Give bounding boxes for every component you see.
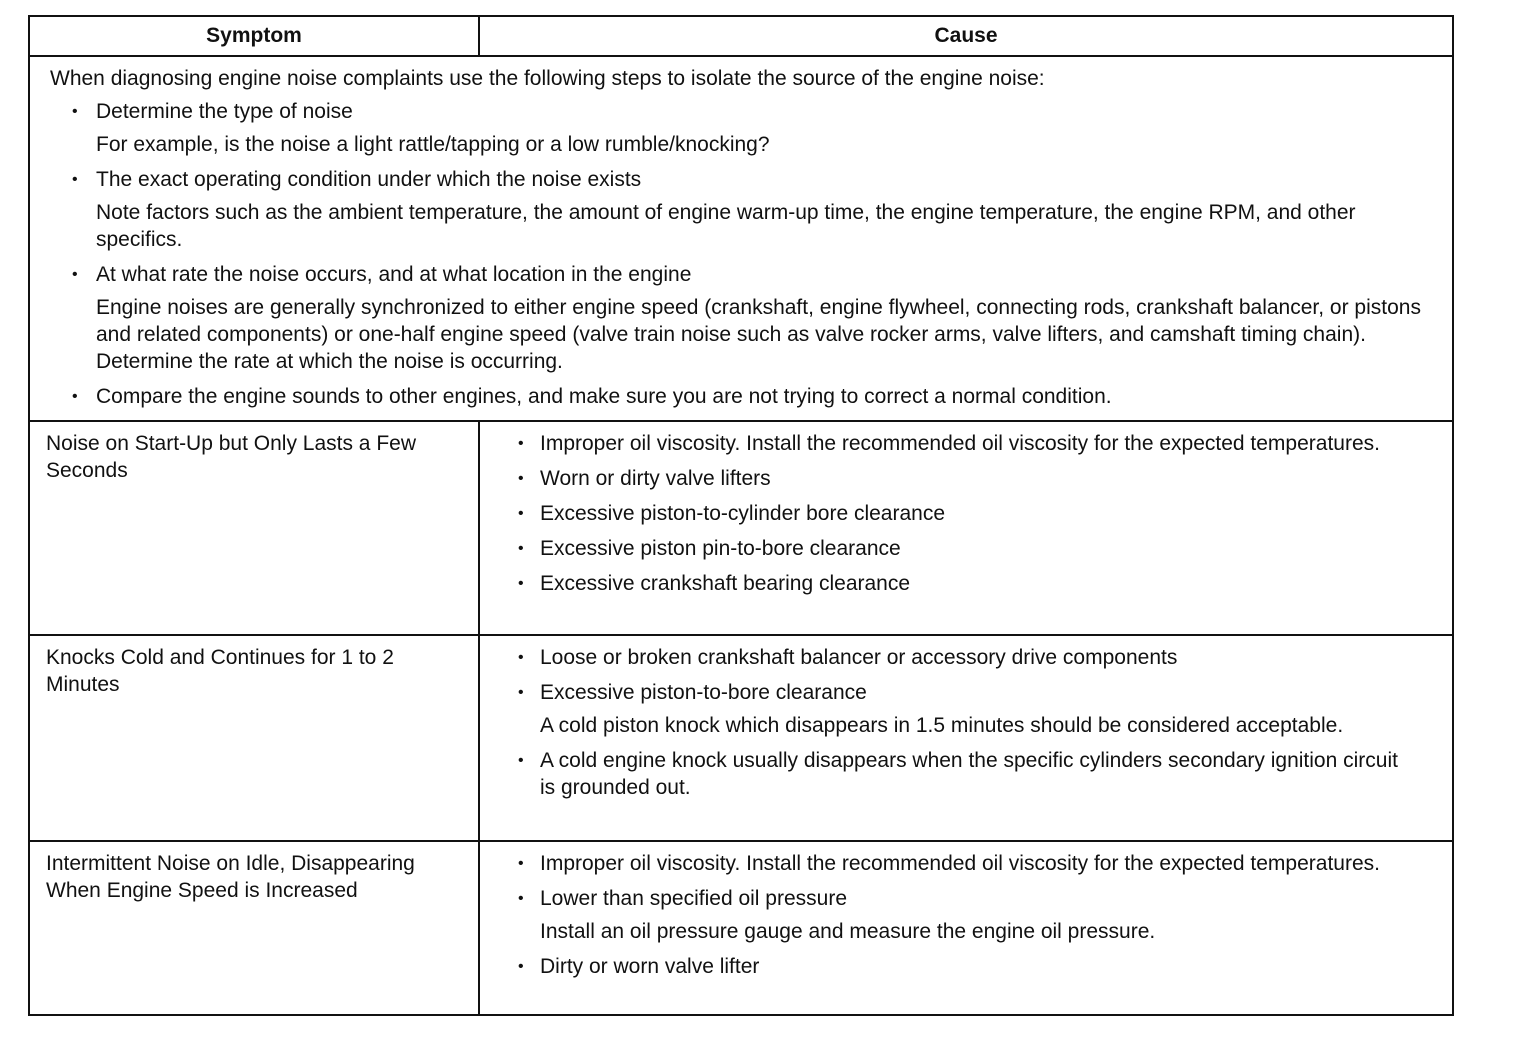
cause-item: • Loose or broken crankshaft balancer or accessory drive components	[514, 644, 1412, 671]
intro-section	[30, 57, 1452, 422]
intro-step: • The exact operating condition under which the noise exists	[50, 166, 1432, 193]
symptom-cell: Knocks Cold and Continues for 1 to 2 Minutes	[30, 636, 480, 840]
table-row	[30, 422, 1452, 636]
cause-item: • Excessive crankshaft bearing clearance	[514, 570, 1412, 597]
cause-item: • Improper oil viscosity. Install the recommended oil viscosity for the expected temperatures.	[514, 850, 1412, 877]
cause-cell	[480, 636, 1452, 840]
cause-item: • Dirty or worn valve lifter	[514, 953, 1412, 980]
table-row	[30, 842, 1452, 1014]
cause-item: • A cold engine knock usually disappears when the specific cylinders secondary ignition circuit is grounded out.	[514, 747, 1412, 801]
table-header	[30, 17, 1452, 57]
cause-item: • Excessive piston pin-to-bore clearance	[514, 535, 1412, 562]
diagnosis-table	[28, 15, 1454, 1016]
intro-step-note: Engine noises are generally synchronized to either engine speed (crankshaft, engine flywheel, connecting rods, crankshaft balancer, or pistons and related components) or one-half engine speed (valve train noise such as valve rocker arms, valve lifters, and camshaft timing chain). Determine the rate at which the noise is occurring.	[96, 296, 1421, 373]
symptom-cell: Noise on Start-Up but Only Lasts a Few Seconds	[30, 422, 480, 634]
intro-text: When diagnosing engine noise complaints use the following steps to isolate the source of the engine noise:	[50, 67, 1045, 90]
symptom-column-header: Symptom	[30, 17, 480, 55]
cause-item: • Excessive piston-to-bore clearance	[514, 679, 1412, 706]
intro-step-note: Note factors such as the ambient temperature, the amount of engine warm-up time, the engine temperature, the engine RPM, and other specifics.	[96, 201, 1356, 251]
cause-column-header: Cause	[934, 24, 998, 47]
intro-step: • Determine the type of noise	[50, 98, 1432, 125]
cause-item: • Worn or dirty valve lifters	[514, 465, 1412, 492]
cause-item: • Improper oil viscosity. Install the recommended oil viscosity for the expected temperatures.	[514, 430, 1412, 457]
cause-item: • Lower than specified oil pressure	[514, 885, 1412, 912]
cause-cell	[480, 842, 1452, 1014]
symptom-cell: Intermittent Noise on Idle, Disappearing When Engine Speed is Increased	[30, 842, 480, 1014]
cause-cell	[480, 422, 1452, 634]
cause-item: • Excessive piston-to-cylinder bore clearance	[514, 500, 1412, 527]
table-row	[30, 636, 1452, 842]
intro-step-note: For example, is the noise a light rattle/tapping or a low rumble/knocking?	[96, 133, 770, 156]
cause-note: A cold piston knock which disappears in 1.5 minutes should be considered acceptable.	[540, 714, 1344, 737]
intro-step: • Compare the engine sounds to other engines, and make sure you are not trying to correct a normal condition.	[50, 383, 1432, 410]
cause-note: Install an oil pressure gauge and measure the engine oil pressure.	[540, 920, 1156, 943]
intro-step: • At what rate the noise occurs, and at what location in the engine	[50, 261, 1432, 288]
intro-steps	[50, 98, 1432, 410]
